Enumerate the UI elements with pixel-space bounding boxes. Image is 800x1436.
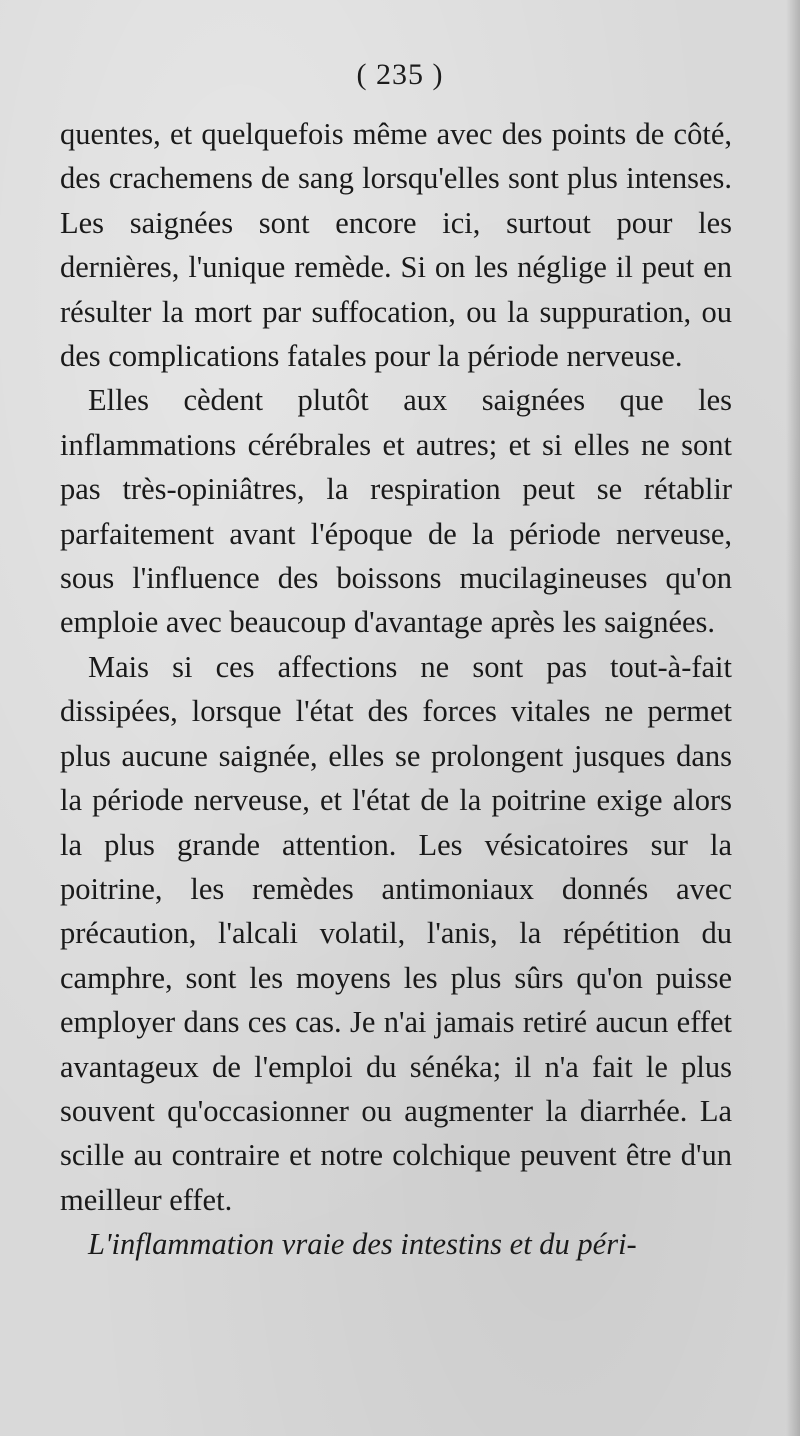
paragraph-1: quentes, et quelquefois même avec des points de côté, des crachemens de sang lorsqu'elles sont plus intenses. Les saignées sont encore ici, surtout pour les dernières, l'unique remède. Si on les néglige il peut en résulter la mort par suffocation, ou la suppuration, ou des complications fatales pour la période nerveuse. <box>60 117 732 374</box>
paragraph-3: Mais si ces affections ne sont pas tout-à-fait dissipées, lorsque l'état des forces vitales ne permet plus aucune saignée, elles se prolongent jusques dans la période nerveuse, et l'état de la poitrine exige alors la plus grande attention. Les vésicatoires sur la poitrine, les remèdes antimoniaux donnés avec précaution, l'alcali volatil, l'anis, la répétition du camphre, sont les moyens les plus sûrs qu'on puisse employer dans ces cas. Je n'ai jamais retiré aucun effet avantageux de l'emploi du sénéka; il n'a fait le plus souvent qu'occasionner ou augmenter la diarrhée. La scille au contraire et notre colchique peuvent être d'un meilleur effet. <box>60 649 732 1217</box>
body-text <box>60 112 732 1267</box>
page-number: ( 235 ) <box>356 58 444 91</box>
page-edge-shadow <box>786 0 800 1436</box>
paragraph-4: L'inflammation vraie des intestins et du péri- <box>88 1227 637 1262</box>
paragraph-2: Elles cèdent plutôt aux saignées que les inflammations cérébrales et autres; et si elles ne sont pas très-opiniâtres, la respiration peut se rétablir parfaitement avant l'époque de la période nerveuse, sous l'influence des boissons mucilagineuses qu'on emploie avec beaucoup d'avantage après les saignées. <box>60 383 732 640</box>
